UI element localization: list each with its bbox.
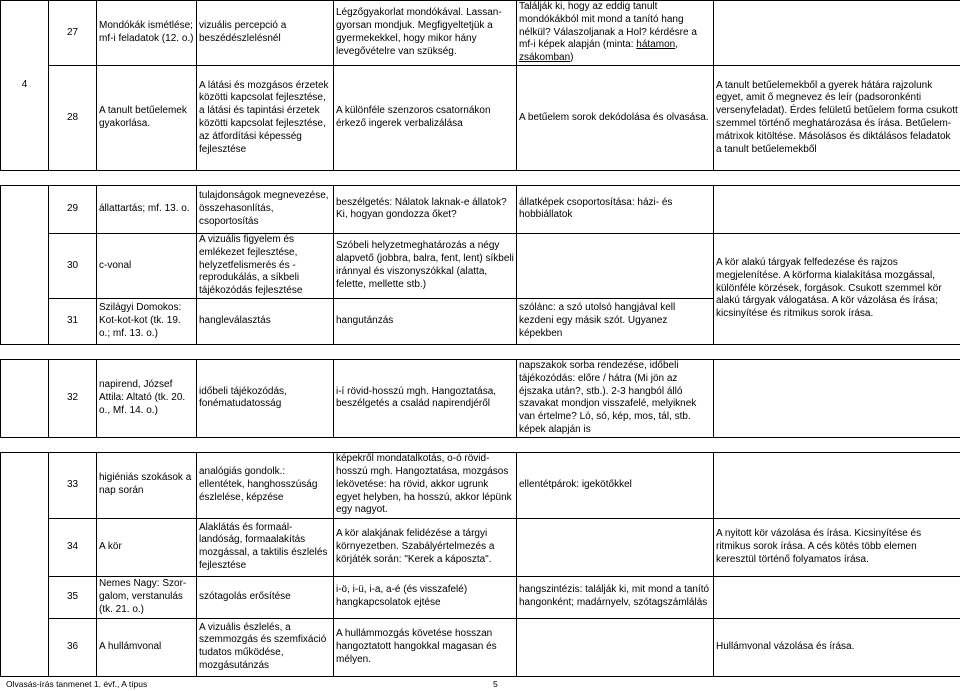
- lesson-number: 32: [49, 359, 97, 437]
- table-row-36: [1, 618, 960, 676]
- speech-cell: A hullámmozgás követése hosszan hangoztatott hangokkal magasan és mélyen.: [334, 618, 517, 676]
- week-cell: [1, 185, 49, 344]
- page-footer: [0, 678, 960, 690]
- lesson-number: 30: [49, 233, 97, 298]
- goal-cell: A vizuális figyelem és emlékezet fejlesztése, helyzetfelismerés és -reprodukálás, a síkbeli tájékozódás fejlesztése: [197, 233, 334, 298]
- writing-cell: [714, 1, 960, 66]
- letters-cell: A betűelem sorok dekódolása és olvasása.: [517, 65, 714, 170]
- speech-cell: képekről mondatalkotás, o-ó rövid-hosszú mgh. Hangoztatása, mozgásos lekövetése: ha rövid, akkor ugrunk egyet helyben, ha hosszú, akkor lépünk egy nagyot.: [334, 452, 517, 518]
- goal-cell: időbeli tájékozódás, fonématudatosság: [197, 359, 334, 437]
- speech-cell: hangutánzás: [334, 298, 517, 344]
- table-row-30: [1, 233, 960, 298]
- lesson-number: 31: [49, 298, 97, 344]
- writing-cell: [714, 185, 960, 233]
- week-cell: [1, 359, 49, 437]
- topic-cell: A hullámvonal: [97, 618, 197, 676]
- letters-cell: [517, 1, 714, 66]
- letters-cell: [517, 233, 714, 298]
- speech-cell: i-ö, i-ü, i-a, a-é (és visszafelé) hangkapcsolatok ejtése: [334, 576, 517, 618]
- goal-cell: tulajdonságok megnevezése, összehasonlítás, csoportosítás: [197, 185, 334, 233]
- page-number: 5: [493, 679, 498, 689]
- topic-cell: higiéniás szokások a nap során: [97, 452, 197, 518]
- speech-cell: i-í rövid-hosszú mgh. Hangoztatása, beszélgetés a család napirendjéről: [334, 359, 517, 437]
- topic-cell: Szilágyi Domokos: Kot-kot-kot (tk. 19. o.; mf. 13. o.): [97, 298, 197, 344]
- topic-cell: napirend, József Attila: Altató (tk. 20. o., Mf. 14. o.): [97, 359, 197, 437]
- goal-cell: hangleválasztás: [197, 298, 334, 344]
- goal-cell: A vizuális észlelés, a szemmozgás és szemfixáció tudatos működése, mozgásutánzás: [197, 618, 334, 676]
- lesson-number: 33: [49, 452, 97, 518]
- speech-cell: A különféle szenzoros csatornákon érkező ingerek verbalizálása: [334, 65, 517, 170]
- speech-cell: Szóbeli helyzetmeghatározás a négy alapvető (jobbra, balra, fent, lent) síkbeli iránnyal és viszonyszókkal (alatta, felette, mellette stb.): [334, 233, 517, 298]
- letters-cell: napszakok sorba rendezése, időbeli tájékozódás: előre / hátra (Mi jön az éjszaka után?, stb.). 2-3 hangból álló szavakat mondjon visszafelé, melyiknek van értelme? Ló, só, kép, mos, tál, stb. képek alapján is: [517, 359, 714, 437]
- goal-cell: Alaklátás és formaál-landóság, formaalakítás mozgással, a taktilis észlelés fejlesztése: [197, 518, 334, 576]
- lesson-number: 28: [49, 65, 97, 170]
- goal-cell: A látási és mozgásos érzetek közötti kapcsolat fejlesztése, a látási és tapintási érzetek közötti kapcsolat fejlesztése, az átfordítási képesség fejlesztése: [197, 65, 334, 170]
- letters-cell: hangszintézis: találják ki, mit mond a tanító hangonként; madárnyelv, szótagszámlálás: [517, 576, 714, 618]
- week-cell: 4: [1, 1, 49, 171]
- topic-cell: Mondókák ismétlése; mf-i feladatok (12. o.): [97, 1, 197, 66]
- writing-cell: [714, 359, 960, 437]
- topic-cell: A kör: [97, 518, 197, 576]
- topic-cell: c-vonal: [97, 233, 197, 298]
- letters-cell: [517, 618, 714, 676]
- writing-cell: A kör alakú tárgyak felfedezése és rajzos megjelenítése. A körforma kialakítása mozgással, különféle körzések, forgások. Csukott szemmel kör alakú tárgyak válogatása. A kör vázolása és írása; kicsinyítése és ritmikus sorok írása.: [714, 233, 960, 344]
- goal-cell: vizuális percepció a beszédészlelésnél: [197, 1, 334, 66]
- week-cell: [1, 452, 49, 676]
- table-row-27: [1, 1, 960, 66]
- lesson-number: 35: [49, 576, 97, 618]
- writing-cell: [714, 576, 960, 618]
- speech-cell: Légzőgyakorlat mondókával. Lassan-gyorsan mondjuk. Megfigyeltetjük a gyermekekkel, hogy mikor hány levegővételre van szükség.: [334, 1, 517, 66]
- writing-cell: A nyitott kör vázolása és írása. Kicsinyítése és ritmikus sorok írása. A cés kötés több elemen keresztül történő folyamatos írása.: [714, 518, 960, 576]
- letters-cell: ellentétpárok: igekötőkkel: [517, 452, 714, 518]
- lesson-number: 29: [49, 185, 97, 233]
- letters-cell: szólánc: a szó utolsó hangjával kell kezdeni egy másik szót. Ugyanez képekben: [517, 298, 714, 344]
- table-row-32: [1, 359, 960, 437]
- table-row-28: [1, 65, 960, 170]
- topic-cell: Nemes Nagy: Szor-galom, verstanulás (tk. 21. o.): [97, 576, 197, 618]
- writing-cell: [714, 452, 960, 518]
- writing-cell: A tanult betűelemekből a gyerek hátára rajzolunk egyet, amit ő megnevez és leír (padsoronkénti versenyfeladat). Érdes felületű betűelem forma csukott szemmel történő meghatározása és írása. Betűelem-mátrixok kitöltése. Másolásos és diktálásos feladatok a tanult betűelemekből: [714, 65, 960, 170]
- table-row-29: [1, 185, 960, 233]
- lesson-number: 34: [49, 518, 97, 576]
- table-row-33: [1, 452, 960, 518]
- goal-cell: analógiás gondolk.: ellentétek, hanghosszúság észlelése, képzése: [197, 452, 334, 518]
- footer-title: Olvasás-írás tanmenet 1. évf., A típus: [6, 679, 148, 689]
- table-row-35: [1, 576, 960, 618]
- table-row-34: [1, 518, 960, 576]
- speech-cell: beszélgetés: Nálatok laknak-e állatok? Ki, hogyan gondozza őket?: [334, 185, 517, 233]
- letters-cell: állatképek csoportosítása: házi- és hobbiállatok: [517, 185, 714, 233]
- topic-cell: állattartás; mf. 13. o.: [97, 185, 197, 233]
- letters-cell: [517, 518, 714, 576]
- writing-cell: Hullámvonal vázolása és írása.: [714, 618, 960, 676]
- lesson-number: 36: [49, 618, 97, 676]
- topic-cell: A tanult betűelemek gyakorlása.: [97, 65, 197, 170]
- speech-cell: A kör alakjának felidézése a tárgyi környezetben. Szabályértelmezés a körjáték során: "Kerek a káposzta".: [334, 518, 517, 576]
- lesson-number: 27: [49, 1, 97, 66]
- goal-cell: szótagolás erősítése: [197, 576, 334, 618]
- letters-text: Találják ki, hogy az eddig tanult mondókákból mit mond a tanító hang nélkül? Válaszoljanak a Hol? kérdésre a mf-i képek alapján (minta: hátamon, zsákomban): [519, 1, 697, 64]
